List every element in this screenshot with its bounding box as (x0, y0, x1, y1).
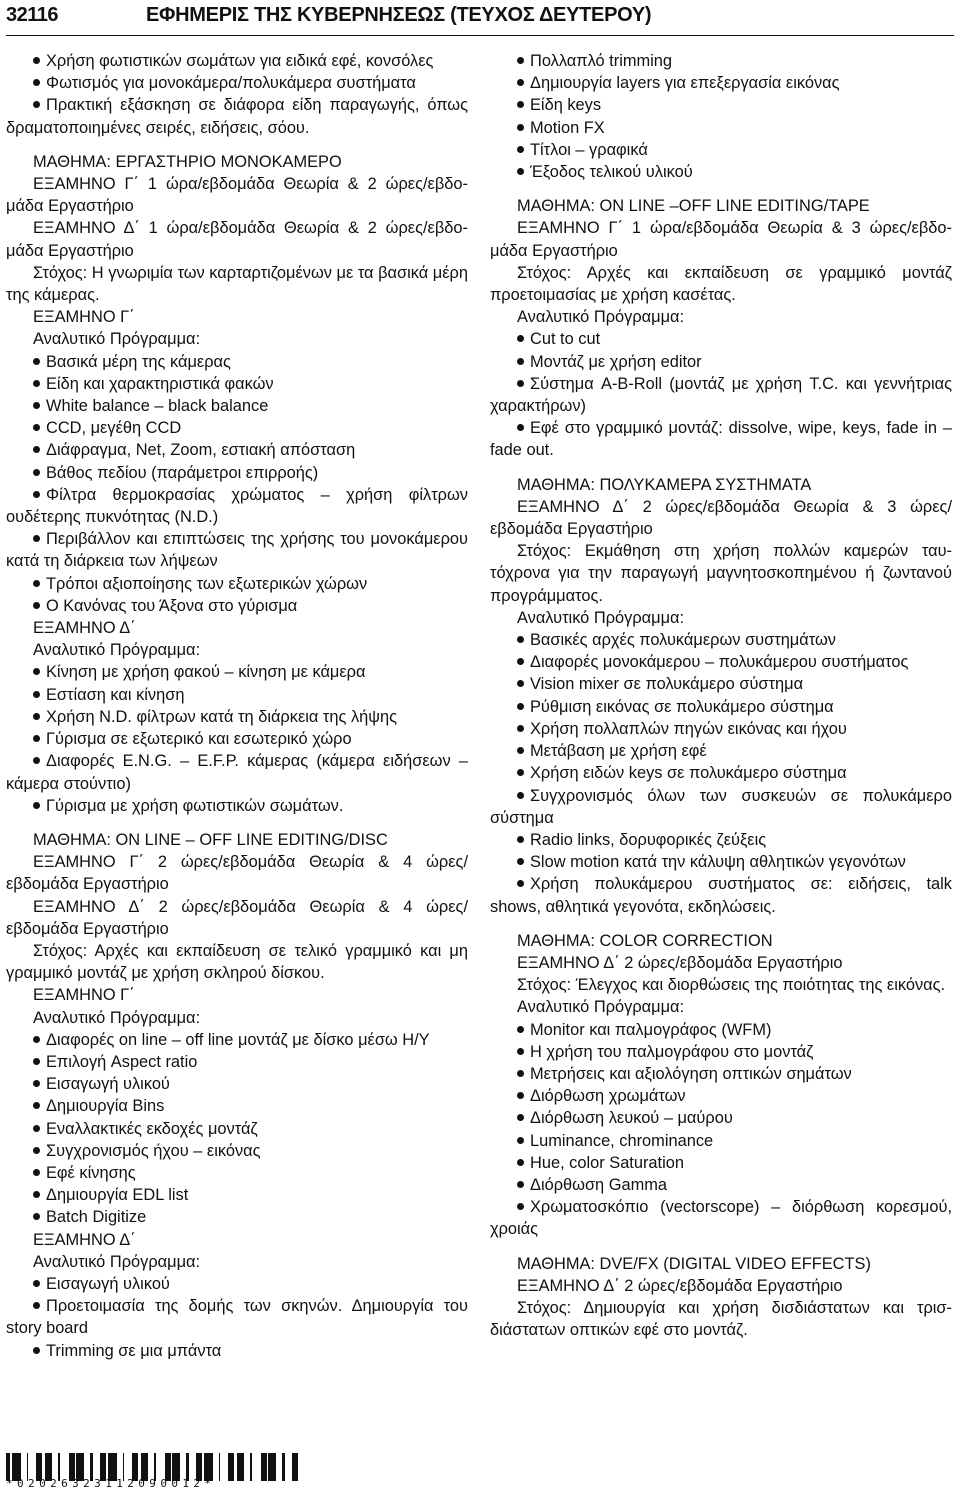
bullet-item (490, 72, 952, 94)
paragraph-text: ΜΑΘΗΜΑ: ON LINE –OFF LINE EDITING/TAPE (517, 197, 870, 216)
paragraph-text: Δημιουργία EDL list (46, 1186, 189, 1205)
paragraph-text: Βασικές αρχές πολυκάμερων συστημάτων (530, 631, 836, 650)
bullet-icon (517, 1203, 524, 1210)
header-divider (6, 35, 954, 36)
bullet-icon (33, 402, 40, 409)
bullet-icon (517, 146, 524, 153)
bullet-item (490, 762, 952, 784)
paragraph-text: Φίλτρα θερμοκρασίας χρώματος – χρήση φίλτρων ουδέτερης πυκνότητας (N.D.) (6, 485, 468, 527)
paragraph-text: Είδη keys (530, 96, 602, 115)
paragraph-text: ΕΞΑΜΗΝΟ Δ΄ 2 ώρες/εβδομάδα Εργαστήριο (517, 1276, 843, 1295)
paragraph-text: Διόρθωση Gamma (530, 1175, 668, 1194)
paragraph-text: Motion FX (530, 118, 605, 137)
paragraph-text: Τίτλοι – γραφικά (530, 140, 648, 159)
bullet-item (6, 528, 468, 572)
section-spacer (490, 1241, 952, 1253)
section-spacer (6, 817, 468, 829)
bullet-icon (33, 668, 40, 675)
bullet-item (490, 117, 952, 139)
bullet-icon (517, 168, 524, 175)
bullet-item (6, 706, 468, 728)
bullet-item (6, 728, 468, 750)
paragraph-text: Slow motion κατά την κάλυψη αθλητικών γεγονότων (530, 853, 906, 872)
bullet-icon (517, 725, 524, 732)
bullet-item (6, 94, 468, 138)
paragraph (6, 851, 468, 895)
bullet-icon (33, 1036, 40, 1043)
paragraph (6, 1251, 468, 1273)
paragraph-text: Περιβάλλον και επιπτώσεις της χρήσης του μονοκάμερου κατά τη διάρκεια των λήψεων (6, 530, 468, 571)
bullet-item (6, 462, 468, 484)
paragraph-text: Διαφορές E.N.G. – E.F.P. κάμερας (κάμερα ειδήσεων – κάμερα στούντιο) (6, 752, 468, 793)
bullet-item (490, 651, 952, 673)
paragraph-text: Πρακτική εξάσκηση σε διάφορα είδη παραγωγής, όπως δραματοποιημένες σειρές, ειδήσεις, σόου. (6, 96, 468, 137)
paragraph-text: ΜΑΘΗΜΑ: ΕΡΓΑΣΤΗΡΙΟ ΜΟΝΟΚΑΜΕΡΟ (33, 152, 342, 171)
paragraph-text: Radio links, δορυφορικές ζεύξεις (530, 830, 767, 849)
bullet-item (490, 1085, 952, 1107)
page-number: 32116 (6, 4, 59, 26)
bullet-item (490, 50, 952, 72)
bullet-icon (517, 1114, 524, 1121)
paragraph-text: Βάθος πεδίου (παράμετροι επιρροής) (46, 463, 319, 482)
bullet-icon (33, 380, 40, 387)
paragraph-text: Συγχρονισμός όλων των συσκευών σε πολυκάμερο σύστημα (490, 786, 952, 827)
paragraph-text: Συγχρονισμός ήχου – εικόνας (46, 1141, 261, 1160)
paragraph-text: ΕΞΑΜΗΝΟ Δ΄ 1 ώρα/εβδομάδα Θεωρία & 2 ώρες/εβδομάδα Εργαστήριο (6, 219, 468, 260)
bullet-icon (33, 580, 40, 587)
bullet-icon (517, 636, 524, 643)
paragraph-text: Χρήση ειδών keys σε πολυκάμερο σύστημα (530, 764, 847, 783)
bullet-icon (33, 1125, 40, 1132)
bullet-icon (517, 1026, 524, 1033)
bullet-icon (33, 713, 40, 720)
left-column (6, 50, 468, 1362)
bullet-icon (517, 658, 524, 665)
bullet-icon (517, 358, 524, 365)
paragraph-text: Πολλαπλό trimming (530, 52, 673, 70)
bullet-icon (33, 101, 40, 108)
bullet-item (490, 351, 952, 373)
bullet-item (490, 873, 952, 917)
paragraph-text: Αναλυτικό Πρόγραμμα: (517, 608, 685, 627)
bullet-icon (517, 1070, 524, 1077)
bullet-icon (33, 1102, 40, 1109)
bullet-item (490, 1063, 952, 1085)
paragraph-text: Έξοδος τελικού υλικού (530, 163, 693, 182)
paragraph-text: Γύρισμα σε εξωτερικό και εσωτερικό χώρο (46, 730, 352, 749)
bullet-item (6, 1184, 468, 1206)
paragraph-text: Ρύθμιση εικόνας σε πολυκάμερο σύστημα (530, 697, 834, 716)
paragraph-text: Εφέ κίνησης (46, 1163, 136, 1182)
paragraph-text: Ο Κανόνας του Άξονα στο γύρισμα (46, 596, 298, 615)
bullet-icon (33, 469, 40, 476)
paragraph-text: Είδη και χαρακτηριστικά φακών (46, 374, 274, 393)
paragraph-text: Δημιουργία Bins (46, 1097, 165, 1116)
paragraph (6, 639, 468, 661)
paragraph (490, 262, 952, 306)
paragraph-text: Μοντάζ με χρήση editor (530, 352, 702, 371)
paragraph (490, 1275, 952, 1297)
bullet-icon (33, 358, 40, 365)
bullet-icon (517, 101, 524, 108)
page-header (6, 0, 954, 34)
bullet-item (490, 851, 952, 873)
bullet-item (6, 351, 468, 373)
paragraph (490, 996, 952, 1018)
bullet-icon (33, 79, 40, 86)
bullet-item (6, 72, 468, 94)
bullet-icon (517, 880, 524, 887)
paragraph-text: Luminance, chrominance (530, 1131, 714, 1150)
paragraph-text: Στόχος: Η γνωριμία των καρταρτιζομένων με τα βασικά μέρη της κάμερας. (6, 263, 468, 305)
bullet-icon (33, 1080, 40, 1087)
bullet-item (6, 439, 468, 461)
paragraph-text: Αναλυτικό Πρόγραμμα: (33, 1008, 201, 1027)
bullet-icon (517, 1092, 524, 1099)
paragraph (490, 540, 952, 607)
paragraph-text: Φωτισμός για μονοκάμερα/πολυκάμερα συστήματα (46, 74, 416, 93)
bullet-item (6, 1140, 468, 1162)
paragraph-text: Εναλλακτικές εκδοχές μοντάζ (46, 1119, 258, 1138)
bullet-item (490, 785, 952, 829)
bullet-item (6, 573, 468, 595)
paragraph-text: ΕΞΑΜΗΝΟ Γ΄ 1 ώρα/εβδομάδα Θεωρία & 3 ώρες/εβδομάδα Εργαστήριο (490, 219, 952, 260)
paragraph-text: Διαφορές μονοκάμερου – πολυκάμερου συστήματος (530, 653, 909, 672)
bullet-item (490, 740, 952, 762)
paragraph-text: Διόρθωση λευκού – μαύρου (530, 1109, 733, 1128)
bullet-icon (33, 535, 40, 542)
bullet-item (6, 684, 468, 706)
bullet-item (6, 750, 468, 794)
paragraph-text: Στόχος: Αρχές και εκπαίδευση σε τελικό γραμμικό και μη γραμμικό μοντάζ με χρήση σκληρού δίσκου. (6, 941, 468, 983)
bullet-item (6, 795, 468, 817)
paragraph-text: ΕΞΑΜΗΝΟ Γ΄ (33, 308, 135, 327)
bullet-item (6, 1073, 468, 1095)
paragraph (6, 984, 468, 1006)
bullet-icon (33, 602, 40, 609)
paragraph-text: Αναλυτικό Πρόγραμμα: (517, 998, 685, 1017)
bullet-item (490, 718, 952, 740)
paragraph-text: ΕΞΑΜΗΝΟ Δ΄ 2 ώρες/εβδομάδα Θεωρία & 4 ώρες/ εβδομάδα Εργαστήριο (6, 897, 468, 938)
paragraph-text: Χρήση πολυκάμερου συστήματος σε: ειδήσεις, talk shows, αθλητικά γεγονότα, εκδηλώσεις. (490, 875, 952, 916)
paragraph (6, 328, 468, 350)
paragraph-text: Hue, color Saturation (530, 1153, 684, 1172)
paragraph-text: ΜΑΘΗΜΑ: COLOR CORRECTION (517, 931, 773, 950)
bullet-item (490, 1019, 952, 1041)
bullet-item (490, 373, 952, 417)
paragraph (490, 952, 952, 974)
section-spacer (490, 462, 952, 474)
bullet-item (490, 417, 952, 461)
bullet-icon (517, 424, 524, 431)
bullet-item (6, 1095, 468, 1117)
bullet-icon (33, 491, 40, 498)
bullet-item (6, 484, 468, 528)
paragraph-text: Αναλυτικό Πρόγραμμα: (33, 1252, 201, 1271)
bullet-item (6, 1295, 468, 1339)
section-spacer (490, 183, 952, 195)
bullet-item (490, 1196, 952, 1240)
paragraph-text: Διόρθωση χρωμάτων (530, 1087, 686, 1106)
paragraph (490, 974, 952, 996)
paragraph (490, 306, 952, 328)
paragraph (6, 306, 468, 328)
bullet-icon (33, 802, 40, 809)
paragraph (6, 617, 468, 639)
bullet-item (6, 1051, 468, 1073)
bullet-icon (33, 757, 40, 764)
paragraph-text: Βασικά μέρη της κάμερας (46, 352, 231, 371)
bullet-icon (33, 446, 40, 453)
bullet-icon (517, 1137, 524, 1144)
paragraph-text: Δημιουργία layers για επεξεργασία εικόνας (530, 74, 840, 93)
bullet-icon (517, 79, 524, 86)
paragraph-text: ΜΑΘΗΜΑ: ON LINE – OFF LINE EDITING/DISC (33, 830, 388, 849)
bullet-icon (517, 858, 524, 865)
paragraph-text: Χρήση πολλαπλών πηγών εικόνας και ήχου (530, 719, 847, 738)
paragraph-text: Σύστημα A-B-Roll (μοντάζ με χρήση T.C. και γεννήτριας χαρακτήρων) (490, 374, 952, 416)
paragraph-text: Στόχος: Εκμάθηση στη χρήση πολλών καμερών ταυτόχρονα για την παραγωγή μαγνητοσκοπημένου ή ζωντανού προγράμματος. (490, 542, 952, 605)
paragraph-text: Γύρισμα με χρήση φωτιστικών σωμάτων. (46, 796, 344, 815)
gazette-title: ΕΦΗΜΕΡΙΣ ΤΗΣ ΚΥΒΕΡΝΗΣΕΩΣ (ΤΕΥΧΟΣ ΔΕΥΤΕΡΟΥ) (146, 4, 652, 26)
bullet-item (6, 1206, 468, 1228)
paragraph (6, 940, 468, 984)
paragraph (6, 829, 468, 851)
paragraph (6, 1229, 468, 1251)
bullet-item (6, 661, 468, 683)
right-column (490, 50, 952, 1341)
bullet-item (490, 629, 952, 651)
paragraph-text: ΕΞΑΜΗΝΟ Δ΄ 2 ώρες/εβδομάδα Θεωρία & 3 ώρες/ εβδομάδα Εργαστήριο (490, 497, 952, 539)
paragraph (490, 930, 952, 952)
paragraph (490, 474, 952, 496)
bullet-item (490, 139, 952, 161)
paragraph-text: ΕΞΑΜΗΝΟ Δ΄ (33, 1230, 136, 1249)
bullet-icon (517, 769, 524, 776)
barcode-number: *02026323112090012* (6, 1477, 216, 1490)
bullet-icon (33, 1147, 40, 1154)
paragraph (6, 1007, 468, 1029)
bullet-icon (517, 124, 524, 131)
paragraph (490, 217, 952, 261)
paragraph-text: Cut to cut (530, 330, 601, 349)
bullet-icon (517, 747, 524, 754)
paragraph (490, 195, 952, 217)
paragraph-text: Διαφορές on line – off line μοντάζ με δίσκο μέσω Η/Υ (46, 1030, 430, 1049)
paragraph (6, 896, 468, 940)
paragraph-text: Εστίαση και κίνηση (46, 685, 185, 704)
bullet-item (6, 395, 468, 417)
bullet-item (490, 161, 952, 183)
bullet-item (490, 673, 952, 695)
paragraph-text: Εισαγωγή υλικού (46, 1075, 170, 1094)
paragraph-text: Εφέ στο γραμμικό μοντάζ: dissolve, wipe, keys, fade in – fade out. (490, 419, 952, 460)
paragraph-text: Στόχος: Δημιουργία και χρήση δισδιάστατων και τρισδιάστατων οπτικών εφέ στο μοντάζ. (490, 1298, 952, 1340)
paragraph (490, 607, 952, 629)
section-spacer (490, 918, 952, 930)
paragraph (490, 496, 952, 540)
paragraph (490, 1253, 952, 1275)
paragraph-text: Vision mixer σε πολυκάμερο σύστημα (530, 675, 804, 694)
bullet-icon (33, 1302, 40, 1309)
paragraph-text: Εισαγωγή υλικού (46, 1274, 170, 1293)
bullet-item (6, 595, 468, 617)
paragraph-text: Χρήση φωτιστικών σωμάτων για ειδικά εφέ, κονσόλες (46, 52, 434, 70)
bullet-item (490, 328, 952, 350)
paragraph (6, 262, 468, 306)
bullet-item (6, 1029, 468, 1051)
paragraph-text: ΕΞΑΜΗΝΟ Δ΄ (33, 619, 136, 638)
paragraph-text: White balance – black balance (46, 397, 269, 416)
bullet-item (490, 1107, 952, 1129)
bullet-icon (33, 1213, 40, 1220)
paragraph-text: Monitor και παλμογράφος (WFM) (530, 1020, 772, 1039)
bullet-item (6, 1162, 468, 1184)
bullet-item (490, 1152, 952, 1174)
paragraph (6, 173, 468, 217)
paragraph-text: Χρωματοσκόπιο (vectorscope) – διόρθωση κορεσμού, χροιάς (490, 1198, 952, 1239)
paragraph-text: ΜΑΘΗΜΑ: ΠΟΛΥΚΑΜΕΡΑ ΣΥΣΤΗΜΑΤΑ (517, 475, 812, 494)
paragraph-text: Μετάβαση με χρήση εφέ (530, 742, 707, 761)
paragraph-text: Στόχος: Αρχές και εκπαίδευση σε γραμμικό μοντάζ προετοιμασίας με χρήση κασέτας. (490, 263, 952, 305)
paragraph-text: CCD, μεγέθη CCD (46, 419, 182, 438)
paragraph-text: Αναλυτικό Πρόγραμμα: (33, 641, 201, 660)
bullet-item (6, 373, 468, 395)
paragraph-text: Batch Digitize (46, 1208, 147, 1227)
bullet-icon (33, 691, 40, 698)
paragraph-text: Αναλυτικό Πρόγραμμα: (517, 308, 685, 327)
bullet-icon (33, 1191, 40, 1198)
paragraph-text: Κίνηση με χρήση φακού – κίνηση με κάμερα (46, 663, 366, 682)
bullet-item (490, 1174, 952, 1196)
bullet-item (6, 50, 468, 72)
bullet-item (6, 417, 468, 439)
bullet-icon (517, 57, 524, 64)
bullet-icon (33, 1169, 40, 1176)
bullet-icon (33, 424, 40, 431)
paragraph (6, 217, 468, 261)
bullet-item (6, 1118, 468, 1140)
bullet-icon (517, 680, 524, 687)
bullet-item (490, 94, 952, 116)
bullet-icon (33, 1280, 40, 1287)
bullet-icon (517, 792, 524, 799)
bullet-icon (517, 1159, 524, 1166)
bullet-icon (33, 735, 40, 742)
paragraph-text: ΕΞΑΜΗΝΟ Δ΄ 2 ώρες/εβδομάδα Εργαστήριο (517, 953, 843, 972)
paragraph-text: ΕΞΑΜΗΝΟ Γ΄ 2 ώρες/εβδομάδα Θεωρία & 4 ώρες/ εβδομάδα Εργαστήριο (6, 853, 468, 894)
bullet-item (490, 829, 952, 851)
paragraph-text: Μετρήσεις και αξιολόγηση οπτικών σημάτων (530, 1064, 852, 1083)
paragraph-text: Τρόποι αξιοποίησης των εξωτερικών χώρων (46, 574, 368, 593)
bullet-item (490, 696, 952, 718)
paragraph-text: Trimming σε μια μπάντα (46, 1341, 222, 1360)
bullet-icon (33, 57, 40, 64)
paragraph-text: Χρήση N.D. φίλτρων κατά τη διάρκεια της λήψης (46, 707, 397, 726)
bullet-item (6, 1340, 468, 1362)
bullet-icon (33, 1347, 40, 1354)
bullet-icon (517, 380, 524, 387)
paragraph-text: Η χρήση του παλμογράφου στο μοντάζ (530, 1042, 814, 1061)
bullet-item (490, 1041, 952, 1063)
bullet-icon (517, 703, 524, 710)
section-spacer (6, 139, 468, 151)
paragraph-text: ΜΑΘΗΜΑ: DVE/FX (DIGITAL VIDEO EFFECTS) (517, 1254, 871, 1273)
paragraph-text: Διάφραγμα, Net, Zoom, εστιακή απόσταση (46, 441, 356, 460)
bullet-icon (517, 1048, 524, 1055)
bullet-icon (33, 1058, 40, 1065)
bullet-icon (517, 836, 524, 843)
paragraph (490, 1297, 952, 1341)
bullet-icon (517, 335, 524, 342)
bullet-item (490, 1130, 952, 1152)
paragraph (6, 151, 468, 173)
bullet-item (6, 1273, 468, 1295)
bullet-icon (517, 1181, 524, 1188)
paragraph-text: ΕΞΑΜΗΝΟ Γ΄ 1 ώρα/εβδομάδα Θεωρία & 2 ώρες/εβδομάδα Εργαστήριο (6, 175, 468, 216)
paragraph-text: Επιλογή Aspect ratio (46, 1052, 198, 1071)
paragraph-text: Στόχος: Έλεγχος και διορθώσεις της ποιότητας της εικόνας. (517, 976, 946, 995)
paragraph-text: Προετοιμασία της δομής των σκηνών. Δημιουργία του story board (6, 1297, 468, 1338)
paragraph-text: ΕΞΑΜΗΝΟ Γ΄ (33, 986, 135, 1005)
paragraph-text: Αναλυτικό Πρόγραμμα: (33, 330, 201, 349)
